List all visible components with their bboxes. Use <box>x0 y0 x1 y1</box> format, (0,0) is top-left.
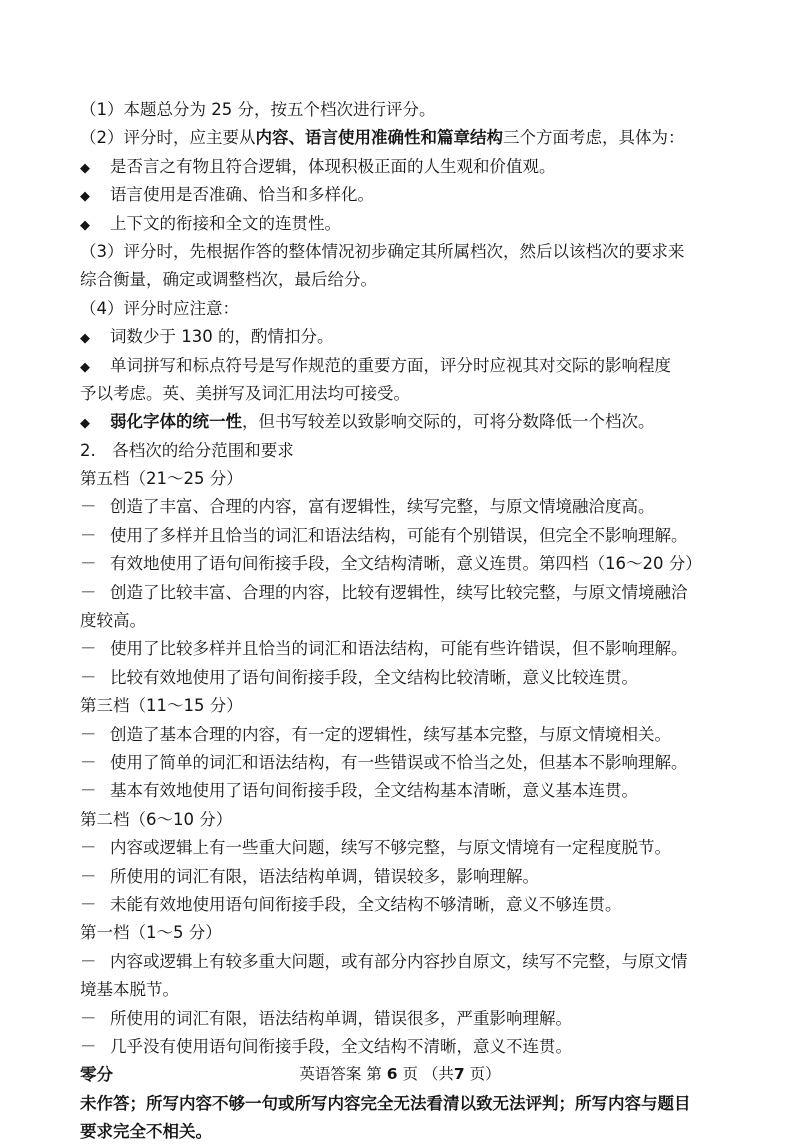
dash-marker: － <box>80 866 97 886</box>
tier-item: － 所使用的词汇有限，语法结构单调，错误较多，影响理解。 <box>80 863 720 891</box>
bullet-item: ◆ 是否言之有物且符合逻辑，体现积极正面的人生观和价值观。 <box>80 153 720 181</box>
diamond-bullet-icon: ◆ <box>80 416 90 432</box>
bullet-item: ◆ 弱化字体的统一性，但书写较差以致影响交际的，可将分数降低一个档次。 <box>80 408 720 436</box>
tier-item: － 创造了比较丰富、合理的内容，比较有逻辑性，续写比较完整，与原文情境融洽 <box>80 579 720 607</box>
dash-marker: － <box>80 724 97 744</box>
bullet-item: ◆ 上下文的衔接和全文的连贯性。 <box>80 210 720 238</box>
dash-marker: － <box>80 1036 97 1056</box>
dash-marker: － <box>80 582 97 602</box>
dash-marker: － <box>80 667 97 687</box>
tier-item: － 比较有效地使用了语句间衔接手段，全文结构比较清晰，意义比较连贯。 <box>80 664 720 692</box>
tier-1-title: 第一档（1～5 分） <box>80 923 222 943</box>
tier-item-continuation: 度较高。 <box>80 611 146 631</box>
page-footer: 英语答案 第 6 页 （共7 页） <box>299 1065 501 1083</box>
rule-3-line-1: （3）评分时，先根据作答的整体情况初步确定其所属档次，然后以该档次的要求来 <box>80 241 685 261</box>
diamond-bullet-icon: ◆ <box>80 160 90 176</box>
tier-item: － 内容或逻辑上有一些重大问题，续写不够完整，与原文情境有一定程度脱节。 <box>80 834 720 862</box>
tier-item: － 未能有效地使用语句间衔接手段，全文结构不够清晰，意义不够连贯。 <box>80 891 720 919</box>
diamond-bullet-icon: ◆ <box>80 217 90 233</box>
bullet-item: ◆ 语言使用是否准确、恰当和多样化。 <box>80 181 720 209</box>
tier-item-continuation: 境基本脱节。 <box>80 980 179 1000</box>
section-heading: 2. 各档次的给分范围和要求 <box>80 440 294 460</box>
bullet-item-continuation: 予以考虑。英、美拼写及词汇用法均可接受。 <box>80 383 410 403</box>
scoring-rules <box>80 96 720 1146</box>
dash-marker: － <box>80 525 97 545</box>
zero-score-title: 零分 <box>80 1065 113 1085</box>
dash-marker: － <box>80 838 97 858</box>
dash-marker: － <box>80 497 97 517</box>
diamond-bullet-icon: ◆ <box>80 331 90 347</box>
tier-item: － 几乎没有使用语句间衔接手段，全文结构不清晰，意义不连贯。 <box>80 1033 720 1061</box>
tier-5-title: 第五档（21～25 分） <box>80 469 243 489</box>
tier-item: － 使用了简单的词汇和语法结构，有一些错误或不恰当之处，但基本不影响理解。 <box>80 749 720 777</box>
tier-item: － 创造了基本合理的内容，有一定的逻辑性，续写基本完整，与原文情境相关。 <box>80 721 720 749</box>
bullet-item: ◆ 词数少于 130 的，酌情扣分。 <box>80 323 720 351</box>
zero-score-line-2: 要求完全不相关。 <box>80 1122 212 1142</box>
rule-4: （4）评分时应注意： <box>80 298 239 318</box>
page-number: 6 <box>386 1065 398 1083</box>
rule-2: （2）评分时，应主要从内容、语言使用准确性和篇章结构三个方面考虑，具体为： <box>80 128 685 148</box>
dash-marker: － <box>80 894 97 914</box>
dash-marker: － <box>80 1008 97 1028</box>
rule-2-emphasis: 内容、语言使用准确性和篇章结构 <box>255 128 503 148</box>
dash-marker: － <box>80 554 97 574</box>
tier-item: － 所使用的词汇有限，语法结构单调，错误很多，严重影响理解。 <box>80 1005 720 1033</box>
tier-item: － 创造了丰富、合理的内容，富有逻辑性，续写完整，与原文情境融洽度高。 <box>80 493 720 521</box>
tier-item: － 内容或逻辑上有较多重大问题，或有部分内容抄自原文，续写不完整，与原文情 <box>80 948 720 976</box>
dash-marker: － <box>80 781 97 801</box>
tier-item: － 基本有效地使用了语句间衔接手段，全文结构基本清晰，意义基本连贯。 <box>80 777 720 805</box>
diamond-bullet-icon: ◆ <box>80 189 90 205</box>
total-pages: 7 <box>453 1065 465 1083</box>
diamond-bullet-icon: ◆ <box>80 359 90 375</box>
dash-marker: － <box>80 639 97 659</box>
tier-item: － 有效地使用了语句间衔接手段，全文结构清晰，意义连贯。第四档（16～20 分） <box>80 550 720 578</box>
dash-marker: － <box>80 752 97 772</box>
zero-score-line-1: 未作答；所写内容不够一句或所写内容完全无法看清以致无法评判；所写内容与题目 <box>80 1093 691 1113</box>
dash-marker: － <box>80 951 97 971</box>
tier-item: － 使用了比较多样并且恰当的词汇和语法结构，可能有些许错误，但不影响理解。 <box>80 635 720 663</box>
rule-1: （1）本题总分为 25 分，按五个档次进行评分。 <box>80 100 436 119</box>
rule-3-line-2: 综合衡量，确定或调整档次，最后给分。 <box>80 270 377 290</box>
tier-2-title: 第二档（6～10 分） <box>80 809 233 829</box>
bullet-item: ◆ 单词拼写和标点符号是写作规范的重要方面，评分时应视其对交际的影响程度 <box>80 352 720 380</box>
footer-label: 英语答案 <box>299 1065 362 1083</box>
tier-3-title: 第三档（11～15 分） <box>80 696 243 716</box>
tier-item: － 使用了多样并且恰当的词汇和语法结构，可能有个别错误，但完全不影响理解。 <box>80 522 720 550</box>
